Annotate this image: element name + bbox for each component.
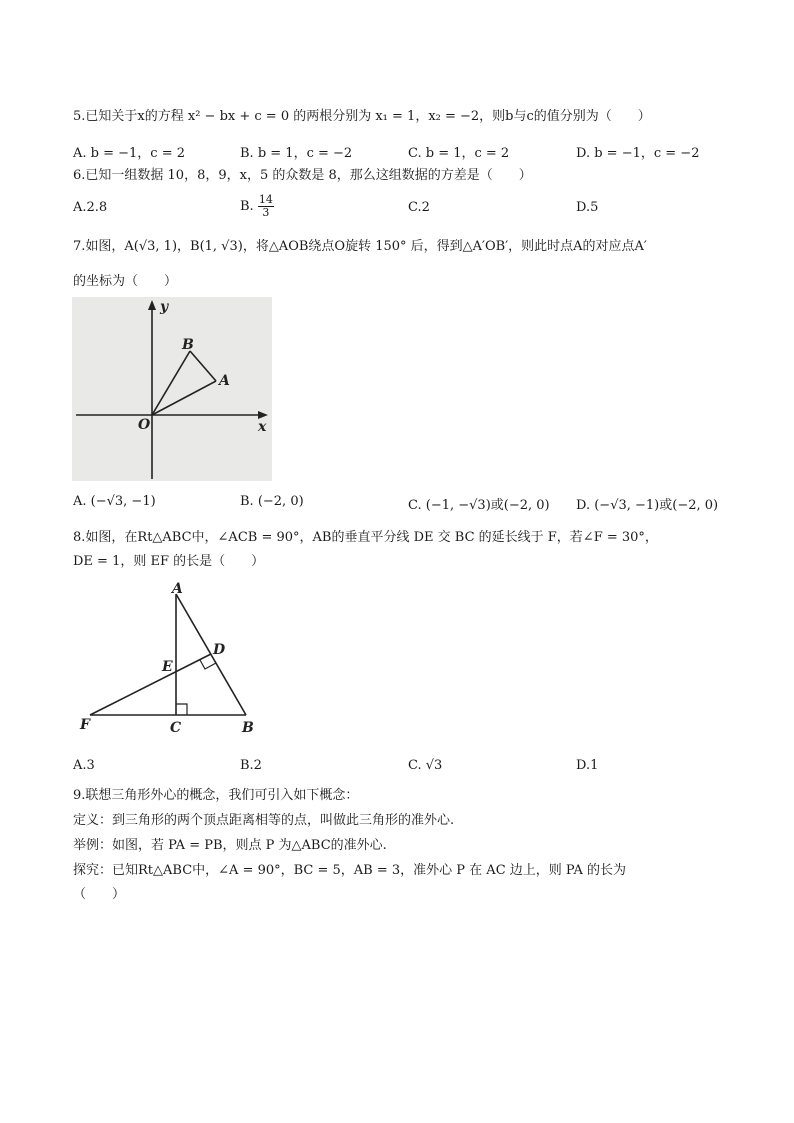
q6-option-a[interactable]: A.2.8 (73, 200, 108, 215)
label-e: E (162, 659, 173, 675)
label-y: y (160, 299, 169, 315)
q5-option-a[interactable]: A. b = −1，c = 2 (73, 146, 186, 161)
q6-option-d[interactable]: D.5 (576, 200, 599, 215)
label-c: C (170, 720, 182, 736)
label-f: F (80, 717, 90, 733)
q6-option-b-letter: B. (240, 199, 254, 214)
q6-options (73, 194, 733, 228)
q8-option-a[interactable]: A.3 (73, 758, 95, 773)
q8-stem-line1: 8.如图，在Rt△ABC中，∠ACB = 90°，AB的垂直平分线 DE 交 BC 的延长线于 F，若∠F = 30°， (73, 530, 658, 545)
q5-option-d[interactable]: D. b = −1，c = −2 (576, 146, 700, 161)
q7-option-c[interactable]: C. (−1, −√3)或(−2, 0) (408, 498, 550, 513)
q7-coordinate-figure (72, 297, 272, 481)
label-b: B (182, 337, 194, 353)
q5-option-c[interactable]: C. b = 1，c = 2 (408, 146, 510, 161)
q6-option-c[interactable]: C.2 (408, 200, 430, 215)
q9-question: 探究：已知Rt△ABC中，∠A = 90°，BC = 5，AB = 3，准外心 P 在 AC 边上，则 PA 的长为 (73, 863, 626, 878)
label-o: O (138, 417, 151, 433)
q7-stem-line1: 7.如图，A(√3, 1)，B(1, √3)，将△AOB绕点O旋转 150° 后，得到△A′OB′，则此时点A的对应点A′ (73, 239, 647, 254)
label-a: A (219, 373, 230, 389)
label-b: B (242, 720, 254, 736)
q5-options (73, 142, 733, 162)
label-x: x (258, 419, 267, 435)
q9-definition: 定义：到三角形的两个顶点距离相等的点，叫做此三角形的准外心. (73, 813, 455, 828)
q8-triangle-figure (72, 580, 262, 738)
fraction-denominator: 3 (262, 206, 270, 219)
q6-option-b[interactable] (240, 194, 274, 219)
figure-photo-background (72, 297, 272, 481)
q8-option-c[interactable]: C. √3 (408, 758, 443, 773)
label-a: A (172, 581, 183, 597)
q7-options (73, 494, 733, 514)
q9-intro: 9.联想三角形外心的概念，我们可引入如下概念： (73, 788, 359, 803)
q8-option-d[interactable]: D.1 (576, 758, 599, 773)
q9-answer-blank: （ ） (73, 887, 126, 902)
q7-option-a[interactable]: A. (−√3, −1) (73, 494, 156, 509)
q8-stem-line2: DE = 1，则 EF 的长是（ ） (73, 554, 265, 569)
label-d: D (213, 642, 226, 658)
q6-option-b-fraction (258, 194, 274, 219)
q5-stem: 5.已知关于x的方程 x² − bx + c = 0 的两根分别为 x₁ = 1，x₂ = −2，则b与c的值分别为（ ） (73, 109, 651, 124)
q9-example: 举例：如图，若 PA = PB，则点 P 为△ABC的准外心. (73, 838, 387, 853)
q7-option-b[interactable]: B. (−2, 0) (240, 494, 304, 509)
fraction-numerator: 14 (258, 193, 273, 206)
q7-stem-line2: 的坐标为（ ） (73, 274, 178, 289)
q6-stem: 6.已知一组数据 10，8，9，x，5 的众数是 8，那么这组数据的方差是（ ） (73, 168, 532, 183)
q7-option-d[interactable]: D. (−√3, −1)或(−2, 0) (576, 498, 719, 513)
q5-option-b[interactable]: B. b = 1，c = −2 (240, 146, 353, 161)
q8-options (73, 758, 733, 778)
q8-option-b[interactable]: B.2 (240, 758, 262, 773)
